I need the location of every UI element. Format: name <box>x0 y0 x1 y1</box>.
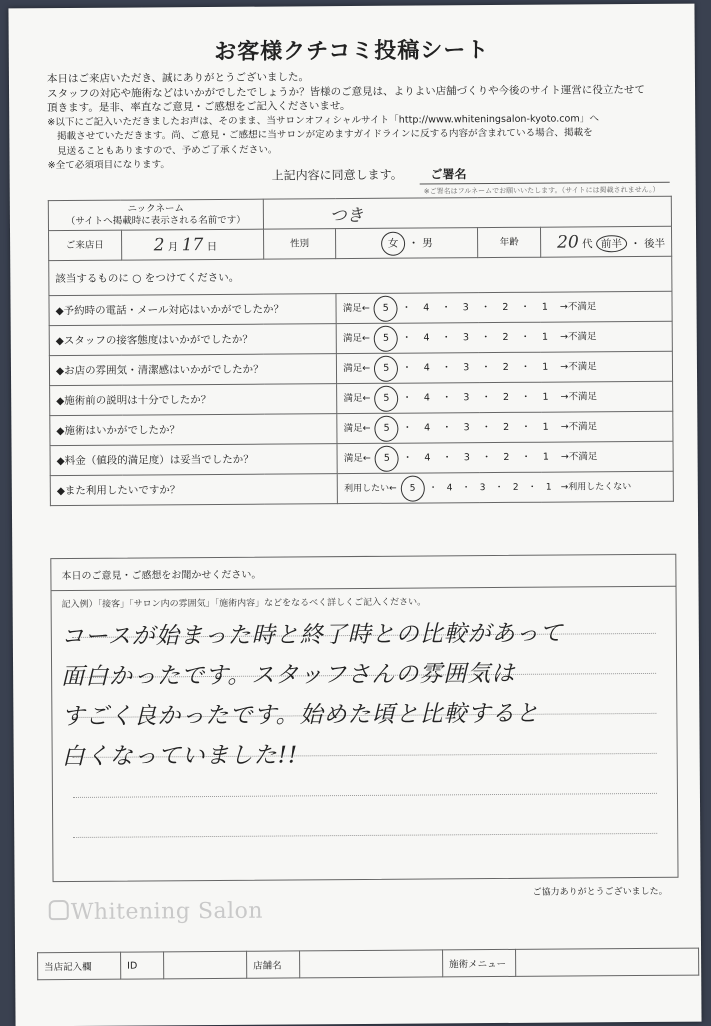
rating-4[interactable]: 4 <box>446 482 453 493</box>
gender-female-circle <box>381 231 405 255</box>
rating-4[interactable]: 4 <box>423 391 430 404</box>
age-first-circle <box>596 235 627 252</box>
rating-scale[interactable] <box>336 321 672 353</box>
gender-label: 性別 <box>263 229 336 260</box>
rating-3[interactable]: 3 <box>463 451 470 463</box>
scale-low: →不満足 <box>560 390 597 403</box>
staff-id-field[interactable] <box>164 951 247 979</box>
visit-month-unit: 月 <box>167 240 179 253</box>
rating-1[interactable]: 1 <box>542 451 549 463</box>
rating-5-selected[interactable]: 5 <box>374 325 398 351</box>
scale-sep: ・ <box>441 331 452 343</box>
staff-entry-table <box>37 948 699 981</box>
nickname-label-cell <box>48 199 263 230</box>
staff-entry-label: 当店記入欄 <box>38 952 121 980</box>
intro-line: スタッフの対応や施術などはいかがでしたでしょうか？皆様のご意見は、よりよい店舗づくりや今後のサイト運営に役立たせて <box>47 83 645 100</box>
age-unit: 代 <box>582 237 593 250</box>
store-field[interactable] <box>300 950 443 978</box>
question-text: ◆スタッフの接客態度はいかがでしたか？ <box>49 324 336 356</box>
menu-label: 施術メニュー <box>443 949 516 977</box>
scale-sep: ・ <box>527 482 537 493</box>
scale-high: 満足← <box>343 452 371 464</box>
rating-4[interactable]: 4 <box>424 451 431 464</box>
rating-5-selected[interactable]: 5 <box>374 385 398 411</box>
scale-sep: ・ <box>402 362 412 374</box>
scale-high: 満足← <box>343 392 371 404</box>
rating-5-selected[interactable]: 5 <box>375 415 399 441</box>
scale-sep: ・ <box>401 332 412 344</box>
staff-id-label: ID <box>121 952 164 979</box>
rating-1[interactable]: 1 <box>542 421 549 433</box>
scale-sep: ・ <box>480 331 491 343</box>
rating-3[interactable]: 3 <box>462 301 469 313</box>
comments-example: 記入例）「接客」「サロン内の雰囲気」「施術内容」などをなるべく詳しくご記入ください。 <box>61 597 427 611</box>
brand-logo <box>49 899 263 925</box>
scale-low: →不満足 <box>560 330 597 343</box>
intro-line: 掲載させていただきます。尚、ご意見・ご感想に当サロンが定めますガイドラインに反する内容が含まれている場合、掲載を <box>47 127 593 143</box>
page-title: お客様クチコミ投稿シート <box>214 38 490 65</box>
scale-sep: ・ <box>520 391 531 403</box>
rating-4[interactable]: 4 <box>423 301 430 314</box>
visit-day-unit: 日 <box>206 240 218 253</box>
handwritten-line: すごく良かったです。始めた頃と比較すると <box>61 700 540 731</box>
nickname-row <box>48 196 671 230</box>
scale-high: 満足← <box>342 332 371 344</box>
question-row <box>49 291 672 325</box>
rating-3[interactable]: 3 <box>462 331 470 343</box>
question-text: ◆施術前の説明は十分でしたか？ <box>50 384 337 416</box>
scale-high: 満足← <box>343 422 371 434</box>
signature-note: ※ご署名はフルネームでお願いいたします。（サイトには掲載されません。） <box>423 185 660 196</box>
question-row <box>50 471 673 505</box>
scale-high: 利用したい← <box>344 483 397 494</box>
scale-sep: ・ <box>401 302 412 314</box>
tooth-icon <box>49 900 69 920</box>
scale-sep: ・ <box>494 482 504 493</box>
rating-1[interactable]: 1 <box>545 482 552 493</box>
gender-field[interactable] <box>336 228 478 259</box>
rating-scale[interactable] <box>337 381 673 413</box>
question-row <box>50 381 673 415</box>
handwritten-line: 白くなっていました!! <box>61 742 299 771</box>
rating-scale[interactable] <box>337 411 673 443</box>
scale-sep: ・ <box>441 391 452 403</box>
rating-scale[interactable] <box>337 441 673 473</box>
visit-day: 17 <box>181 234 204 255</box>
scale-high: 満足← <box>342 302 370 314</box>
scale-sep: ・ <box>428 482 438 493</box>
question-row <box>50 441 673 475</box>
scale-low: →利用したくない <box>560 481 632 493</box>
intro-line: 見送ることもありますので、予めご了承ください。 <box>47 144 278 157</box>
nickname-sub: （サイトへ掲載時に表示される名前です） <box>65 214 246 227</box>
thanks-text: ご協力ありがとうございました。 <box>532 886 668 898</box>
nickname-value: つき <box>329 205 364 227</box>
scale-sep: ・ <box>402 422 413 434</box>
intro-line: ※全て必須項目になります。 <box>47 159 170 172</box>
rating-2[interactable]: 2 <box>502 331 509 343</box>
survey-sheet <box>8 4 701 1026</box>
rating-scale[interactable] <box>337 351 673 383</box>
question-row <box>50 411 673 445</box>
scale-sep: ・ <box>520 331 531 343</box>
rating-1[interactable]: 1 <box>541 331 549 343</box>
nickname-label: ニックネーム <box>127 202 185 215</box>
scale-sep: ・ <box>461 482 471 493</box>
rating-2[interactable]: 2 <box>502 361 509 373</box>
scale-low: →不満足 <box>560 360 597 373</box>
rating-3[interactable]: 3 <box>463 361 470 373</box>
question-row <box>49 321 672 355</box>
scale-sep: ・ <box>481 421 492 433</box>
rating-3[interactable]: 3 <box>463 421 470 433</box>
scale-sep: ・ <box>481 451 492 463</box>
agree-text: 上記内容に同意します。 <box>271 167 403 183</box>
rating-scale-return[interactable] <box>337 471 673 503</box>
intro-text <box>47 68 668 174</box>
instructions-row <box>49 256 672 295</box>
scale-sep: ・ <box>442 421 452 433</box>
intro-line: 本日はご来店いただき、誠にありがとうございました。 <box>46 71 310 86</box>
scale-sep: ・ <box>402 452 413 464</box>
question-row <box>49 351 672 385</box>
age-label: 年齢 <box>478 227 541 257</box>
rating-3[interactable]: 3 <box>479 482 486 493</box>
scale-sep: ・ <box>481 361 491 373</box>
agree-row <box>272 165 467 183</box>
gender-male: 男 <box>422 236 433 250</box>
visit-date-field[interactable] <box>121 229 263 260</box>
rating-3[interactable]: 3 <box>463 391 470 403</box>
signature-label: ご署名 <box>430 167 467 182</box>
comments-heading: 本日のご意見・ご感想をお聞かせください。 <box>51 555 675 591</box>
scale-sep: ・ <box>521 421 531 433</box>
intro-line: 頂きます。是非、率直なご意見・ご感想をご記入くださいませ。 <box>47 100 351 115</box>
visit-month: 2 <box>153 234 165 255</box>
handwritten-line: 面白かったです。スタッフさんの雰囲気は <box>61 660 516 691</box>
scale-high: 満足← <box>343 362 371 374</box>
scale-sep: ・ <box>480 301 491 313</box>
rating-5-selected[interactable]: 5 <box>375 445 399 471</box>
rating-2[interactable]: 2 <box>503 421 510 433</box>
scale-sep: ・ <box>442 451 452 463</box>
question-text: ◆料金（値段的満足度）は妥当でしたか？ <box>50 444 337 476</box>
rating-1[interactable]: 1 <box>541 301 548 313</box>
rating-5-selected[interactable]: 5 <box>401 475 425 501</box>
rating-5-selected[interactable]: 5 <box>374 355 398 381</box>
question-text: ◆また利用したいですか？ <box>50 474 337 506</box>
nickname-field[interactable] <box>263 196 671 229</box>
scale-sep: ・ <box>481 391 491 403</box>
visit-label: ご来店日 <box>49 230 122 261</box>
scale-low: →不満足 <box>560 450 598 463</box>
handwritten-line: コースが始まった時と終了時との比較があって <box>60 620 564 651</box>
scale-low: →不満足 <box>559 300 597 313</box>
scale-sep: ・ <box>402 392 412 404</box>
logo-text: Whitening Salon <box>70 898 264 925</box>
scale-sep: ・ <box>441 361 452 373</box>
store-label: 店舗名 <box>247 951 300 978</box>
menu-field[interactable] <box>516 948 699 976</box>
visit-row <box>49 226 672 260</box>
rating-4[interactable]: 4 <box>423 361 430 374</box>
instructions: 該当するものに ○ をつけてください。 <box>49 256 672 295</box>
rating-scale[interactable] <box>336 291 672 323</box>
rating-4[interactable]: 4 <box>423 331 430 344</box>
rating-1[interactable]: 1 <box>542 391 549 403</box>
gender-female: 女 <box>387 237 399 250</box>
age-sep: ・ <box>630 237 641 250</box>
age-second: 後半 <box>644 237 666 250</box>
question-text: ◆予約時の電話・メール対応はいかがでしたか？ <box>49 294 336 326</box>
rating-2[interactable]: 2 <box>502 391 510 403</box>
age-value: 20 <box>557 231 579 253</box>
age-field[interactable] <box>540 226 671 257</box>
rating-2[interactable]: 2 <box>502 301 509 313</box>
scale-sep: ・ <box>441 301 451 313</box>
gender-sep: ・ <box>408 237 419 250</box>
question-text: ◆施術はいかがでしたか？ <box>50 414 337 446</box>
survey-form <box>48 196 674 506</box>
rating-4[interactable]: 4 <box>424 421 431 434</box>
ruled-line <box>73 793 657 798</box>
scale-sep: ・ <box>520 301 530 313</box>
scale-low: →不満足 <box>560 420 598 433</box>
rating-1[interactable]: 1 <box>542 361 549 373</box>
age-first: 前半 <box>600 237 622 250</box>
ruled-line <box>73 833 657 838</box>
scale-sep: ・ <box>520 361 531 373</box>
scale-sep: ・ <box>521 451 531 463</box>
rating-2[interactable]: 2 <box>503 451 510 463</box>
rating-2[interactable]: 2 <box>512 482 519 493</box>
rating-5-selected[interactable]: 5 <box>374 295 398 321</box>
question-text: ◆お店の雰囲気・清潔感はいかがでしたか？ <box>49 354 336 386</box>
intro-line: ※以下にご記入いただきましたお声は、そのまま、当サロンオフィシャルサイト「http://www.whiteningsalon-kyoto.com」へ <box>47 112 599 128</box>
